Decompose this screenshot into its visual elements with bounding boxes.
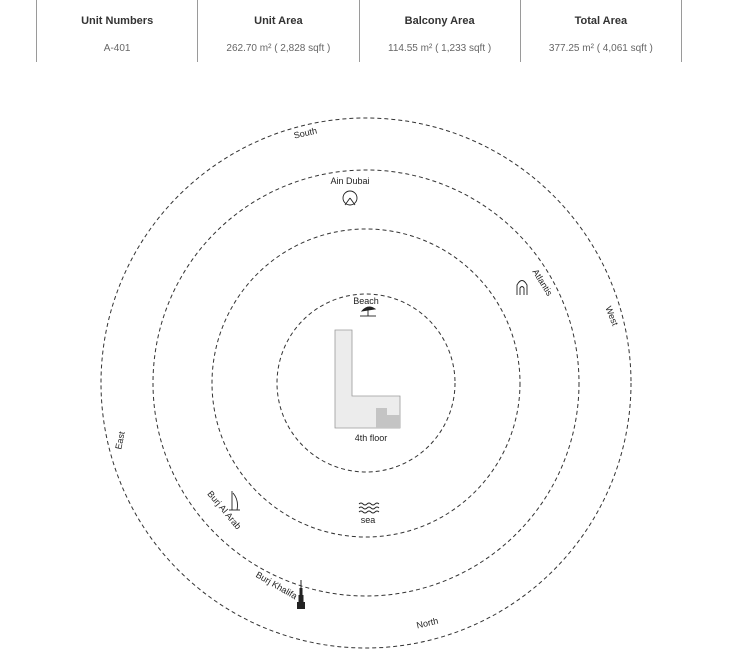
burj-khalifa-icon	[297, 580, 305, 609]
floorplate-outline	[335, 330, 400, 428]
unit-highlight-b	[387, 415, 400, 428]
burj-al-arab-icon	[229, 491, 240, 510]
spec-balcony-area-label: Balcony Area	[404, 15, 475, 27]
floorplate	[335, 330, 400, 428]
ring-inner	[277, 294, 455, 472]
floor-label: 4th floor	[354, 433, 388, 443]
compass-rings	[101, 118, 631, 648]
landmark-atlantis-label: Atlantis	[530, 267, 555, 298]
direction-south: South	[292, 125, 318, 141]
spec-balcony-area-value: 114.55 m² ( 1,233 sqft )	[388, 43, 492, 54]
ferris-wheel-icon	[343, 191, 357, 205]
direction-west: West	[603, 304, 621, 328]
direction-north: North	[415, 615, 440, 631]
spec-unit-numbers-label: Unit Numbers	[81, 15, 154, 27]
landmark-burj-khalifa-label: Burj Khalifa	[254, 569, 299, 602]
atlantis-arch-icon	[517, 281, 527, 296]
waves-icon	[359, 503, 379, 513]
spec-unit-area-label: Unit Area	[254, 15, 303, 27]
spec-unit-numbers-value: A-401	[103, 43, 131, 54]
direction-east: East	[113, 430, 127, 451]
spec-total-area-value: 377.25 m² ( 4,061 sqft )	[548, 43, 653, 54]
landmark-burj-al-arab-label: Burj Al Arab	[205, 488, 244, 532]
beach-umbrella-icon	[360, 307, 376, 316]
spec-total-area-label: Total Area	[574, 15, 628, 27]
spec-unit-area-value: 262.70 m² ( 2,828 sqft )	[226, 43, 331, 54]
ring-outer	[101, 118, 631, 648]
unit-highlight-a	[376, 408, 387, 428]
landmark-ain-dubai-label: Ain Dubai	[330, 176, 370, 186]
ring-third	[153, 170, 579, 596]
landmark-sea-label: sea	[360, 515, 376, 525]
landmark-beach-label: Beach	[353, 296, 379, 306]
ring-second	[212, 229, 520, 537]
